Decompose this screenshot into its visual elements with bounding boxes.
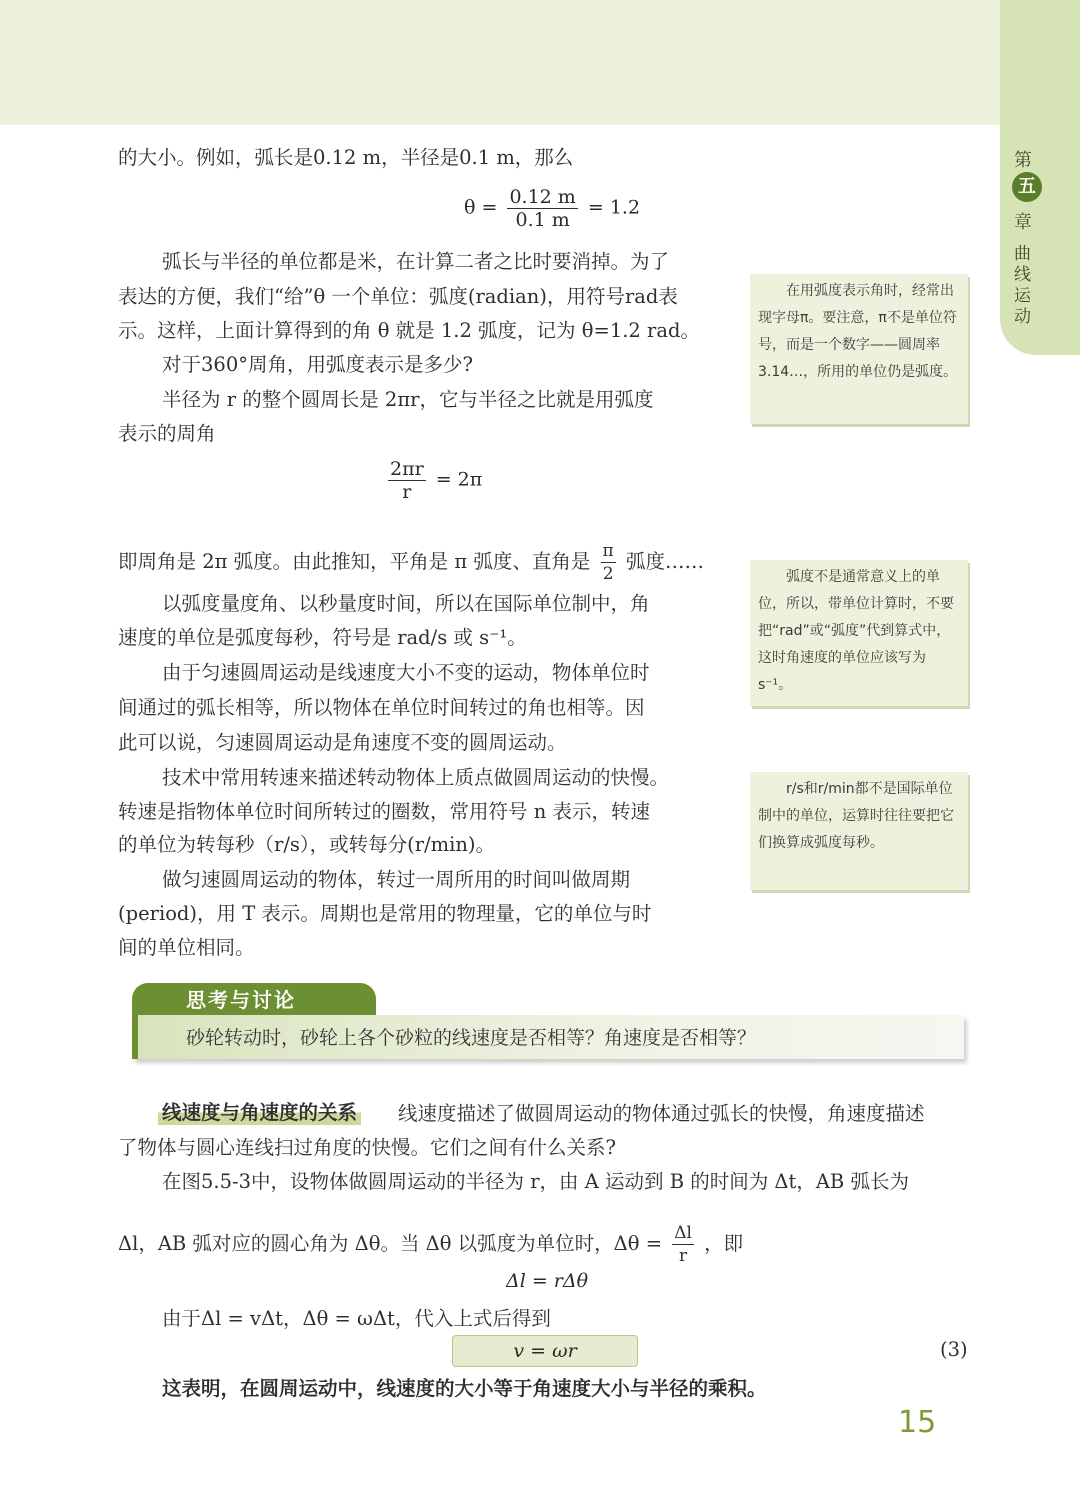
chapter-number: 五 <box>1012 172 1042 202</box>
eq-rhs: = 2π <box>435 468 483 491</box>
page-number: 15 <box>898 1405 937 1440</box>
body-line <box>118 1222 743 1267</box>
chapter-tab <box>1000 0 1080 355</box>
frac-num: Δl <box>674 1223 692 1243</box>
body-line: 由于匀速圆周运动是线速度大小不变的运动，物体单位时 <box>162 661 650 684</box>
note-text: 在用弧度表示角时，经常出现字母π。要注意，π不是单位符号，而是一个数字——圆周率3.14…，所用的单位仍是弧度。 <box>758 283 958 380</box>
body-line: 速度的单位是弧度每秒，符号是 rad/s 或 s⁻¹。 <box>118 626 527 649</box>
chapter-name: 曲线运动 <box>1014 244 1031 327</box>
eq-lhs: θ = <box>464 196 498 219</box>
body-line: 转速是指物体单位时间所转过的圈数，常用符号 n 表示，转速 <box>118 800 650 823</box>
discussion-title: 思考与讨论 <box>132 983 376 1017</box>
equation-number: (3) <box>940 1338 968 1361</box>
frac-den: r <box>402 481 412 503</box>
margin-note-pi <box>750 274 968 424</box>
section-heading: 线速度与角速度的关系 <box>158 1097 361 1125</box>
body-line: 的大小。例如，弧长是0.12 m，半径是0.1 m，那么 <box>118 146 574 169</box>
pi-half-fraction <box>601 540 616 585</box>
frac-num: 2πr <box>390 458 424 480</box>
body-line: 弧长与半径的单位都是米，在计算二者之比时要消掉。为了 <box>162 250 670 273</box>
note-text: 弧度不是通常意义上的单位，所以，带单位计算时，不要把“rad”或“弧度”代到算式中，这时角速度的单位应该写为 s⁻¹。 <box>758 569 954 693</box>
text-part: 即周角是 2π 弧度。由此推知，平角是 π 弧度、直角是 <box>118 550 591 573</box>
body-line: 表达的方便，我们“给”θ 一个单位：弧度(radian)，用符号rad表 <box>118 285 678 308</box>
text-part: ，即 <box>704 1232 744 1255</box>
body-line: 间通过的弧长相等，所以物体在单位时间转过的角也相等。因 <box>118 696 645 719</box>
body-line: 技术中常用转速来描述转动物体上质点做圆周运动的快慢。 <box>162 766 670 789</box>
body-line: 半径为 r 的整个圆周长是 2πr，它与半径之比就是用弧度 <box>162 388 654 411</box>
body-line: 这表明，在圆周运动中，线速度的大小等于角速度大小与半径的乘积。 <box>162 1377 767 1400</box>
frac-den: 0.1 m <box>515 209 570 231</box>
text-part: Δl，AB 弧对应的圆心角为 Δθ。当 Δθ 以弧度为单位时，Δθ = <box>118 1232 663 1255</box>
body-line: 此可以说，匀速圆周运动是角速度不变的圆周运动。 <box>118 731 567 754</box>
eq-fraction <box>507 186 577 231</box>
frac-den: 2 <box>602 564 614 584</box>
margin-note-rpm <box>750 772 968 890</box>
body-line: (period)，用 T 表示。周期也是常用的物理量，它的单位与时 <box>118 902 652 925</box>
body-line: 的单位为转每秒（r/s），或转每分(r/min)。 <box>118 833 496 856</box>
discussion-question: 砂轮转动时，砂轮上各个砂粒的线速度是否相等？角速度是否相等？ <box>186 1027 757 1049</box>
boxed-equation: v = ωr <box>452 1335 638 1367</box>
body-line: 以弧度量度角、以秒量度时间，所以在国际单位制中，角 <box>162 592 650 615</box>
body-line: 了物体与圆心连线扫过角度的快慢。它们之间有什么关系? <box>118 1136 616 1159</box>
note-text: r/s和r/min都不是国际单位制中的单位，运算时往往要把它们换算成弧度每秒。 <box>758 781 954 851</box>
body-line: 间的单位相同。 <box>118 936 255 959</box>
header-band <box>0 0 1080 125</box>
equation-theta <box>464 186 640 231</box>
chapter-zhang: 章 <box>1014 212 1032 233</box>
body-line: 在图5.5-3中，设物体做圆周运动的半径为 r，由 A 运动到 B 的时间为 Δt，AB 弧长为 <box>162 1170 909 1193</box>
body-line: 示。这样，上面计算得到的角 θ 就是 1.2 弧度，记为 θ=1.2 rad。 <box>118 319 700 342</box>
body-line: 做匀速圆周运动的物体，转过一周所用的时间叫做周期 <box>162 868 631 891</box>
text-part: 弧度…… <box>625 550 704 573</box>
chapter-di: 第 <box>1014 150 1032 171</box>
equation-arc: Δl = rΔθ <box>506 1270 589 1292</box>
frac-den: r <box>679 1246 688 1266</box>
eq-rhs: = 1.2 <box>587 196 641 219</box>
body-line: 对于360°周角，用弧度表示是多少? <box>162 353 473 376</box>
discussion-box <box>132 1015 964 1059</box>
eq-fraction <box>388 458 426 503</box>
frac-num: π <box>602 541 614 561</box>
body-line: 由于Δl = vΔt，Δθ = ωΔt，代入上式后得到 <box>162 1307 551 1330</box>
equation-full-angle <box>384 458 482 503</box>
margin-note-radian <box>750 560 968 706</box>
delta-fraction <box>672 1222 694 1267</box>
body-line <box>118 540 704 585</box>
body-line: 表示的周角 <box>118 422 216 445</box>
body-line: 线速度描述了做圆周运动的物体通过弧长的快慢，角速度描述 <box>398 1102 925 1125</box>
frac-num: 0.12 m <box>509 186 576 208</box>
